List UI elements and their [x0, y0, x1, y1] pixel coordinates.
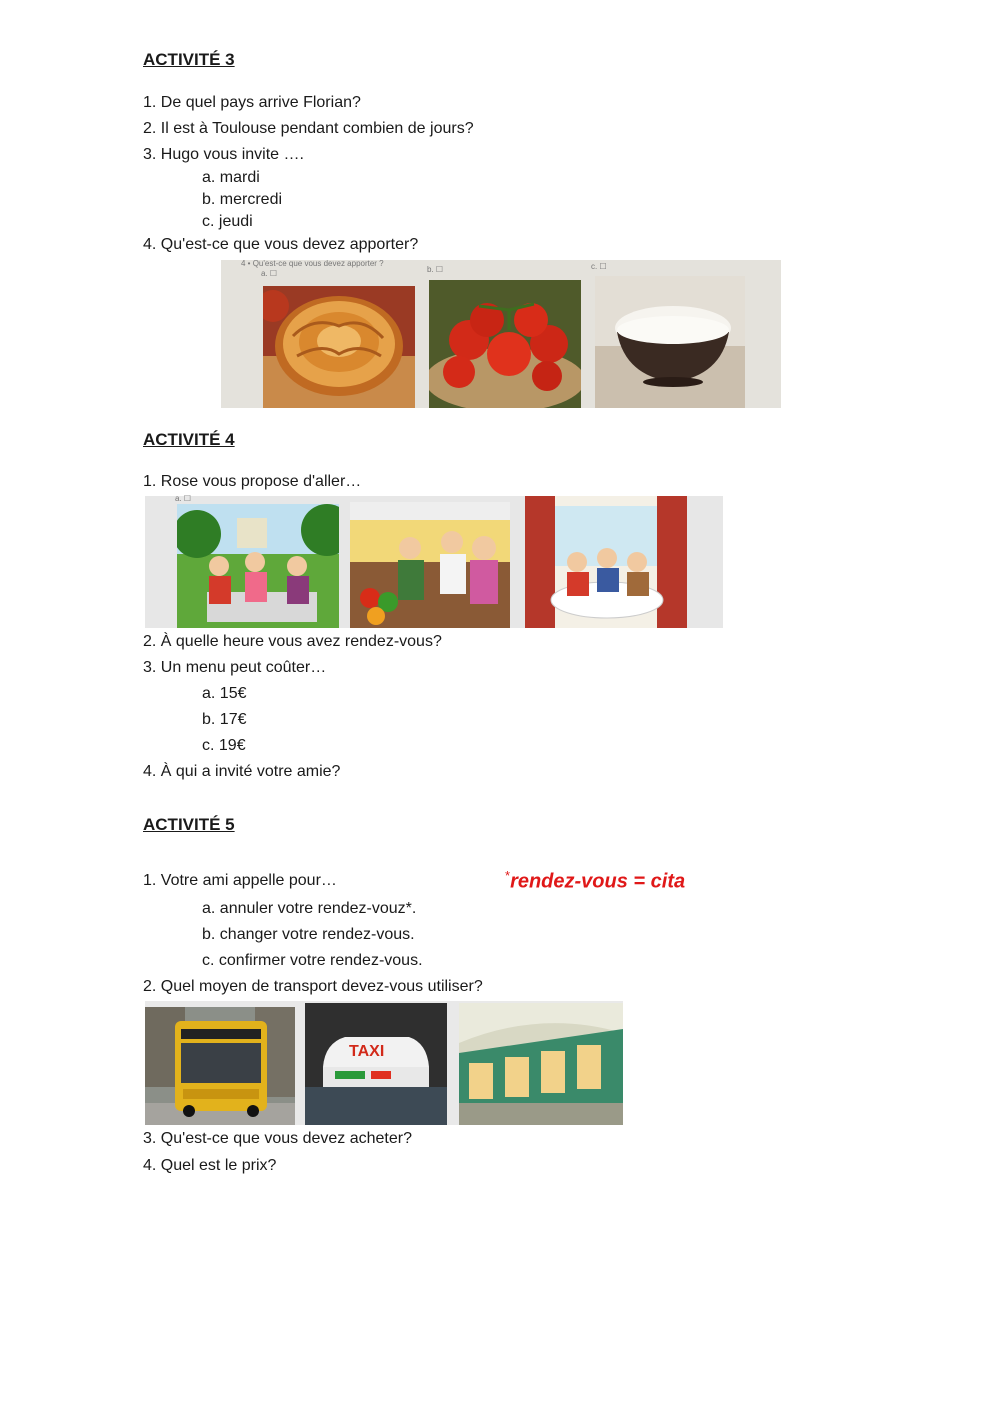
a5-question-3: 3. Qu'est-ce que vous devez acheter?: [143, 1130, 412, 1147]
a5-q1-option-a: a. annuler votre rendez-vouz*.: [202, 900, 417, 917]
activite-3-heading: ACTIVITÉ 3: [143, 50, 235, 69]
restaurant-illustration: [525, 496, 687, 628]
a5-q1-option-c: c. confirmer votre rendez-vous.: [202, 952, 423, 969]
outing-illustrations-strip: [145, 496, 723, 628]
picnic-illustration: [177, 504, 339, 628]
a5-q1-option-b: b. changer votre rendez-vous.: [202, 926, 415, 943]
tomatoes-photo: [429, 280, 581, 408]
a3-q3-option-a: a. mardi: [202, 169, 260, 186]
a4-q3-option-c: c. 19€: [202, 737, 246, 754]
a5-question-2: 2. Quel moyen de transport devez-vous utiliser?: [143, 978, 483, 995]
food-photo-strip: [221, 260, 781, 408]
taxi-photo: [305, 1003, 447, 1125]
a3-question-4: 4. Qu'est-ce que vous devez apporter?: [143, 236, 419, 253]
apple-tart-photo: [263, 286, 415, 408]
food-label-b: b. ☐: [427, 265, 444, 274]
activite-4-heading: ACTIVITÉ 4: [143, 430, 235, 449]
a5-question-4: 4. Quel est le prix?: [143, 1157, 277, 1174]
market-illustration: [350, 502, 510, 628]
a4-question-4: 4. À qui a invité votre amie?: [143, 763, 341, 780]
a4-question-1: 1. Rose vous propose d'aller…: [143, 473, 362, 490]
food-label-a: a. ☐: [261, 269, 278, 278]
food-strip-caption: 4 • Qu'est-ce que vous devez apporter ?: [241, 259, 384, 268]
taxi-sign-text: TAXI: [349, 1043, 385, 1060]
note-asterisk: *: [505, 868, 511, 883]
a4-q3-option-b: b. 17€: [202, 711, 247, 728]
outing-label-a: a. ☐: [175, 494, 192, 503]
a3-question-1: 1. De quel pays arrive Florian?: [143, 94, 361, 111]
activite-5-heading: ACTIVITÉ 5: [143, 815, 235, 834]
a5-question-1: 1. Votre ami appelle pour…: [143, 872, 337, 889]
bus-photo: [145, 1007, 295, 1125]
vocabulary-note: [505, 868, 685, 894]
a4-q3-option-a: a. 15€: [202, 685, 247, 702]
metro-photo: [459, 1003, 623, 1125]
a4-question-3: 3. Un menu peut coûter…: [143, 659, 327, 676]
a4-question-2: 2. À quelle heure vous avez rendez-vous?: [143, 633, 442, 650]
a3-q3-option-c: c. jeudi: [202, 213, 253, 230]
note-text: rendez-vous = cita: [510, 870, 686, 893]
a3-q3-option-b: b. mercredi: [202, 191, 283, 208]
transport-photo-strip: [145, 1001, 623, 1125]
a3-question-2: 2. Il est à Toulouse pendant combien de jours?: [143, 120, 474, 137]
food-label-c: c. ☐: [591, 262, 607, 271]
rice-bowl-photo: [595, 276, 745, 408]
a3-question-3: 3. Hugo vous invite ….: [143, 146, 304, 163]
